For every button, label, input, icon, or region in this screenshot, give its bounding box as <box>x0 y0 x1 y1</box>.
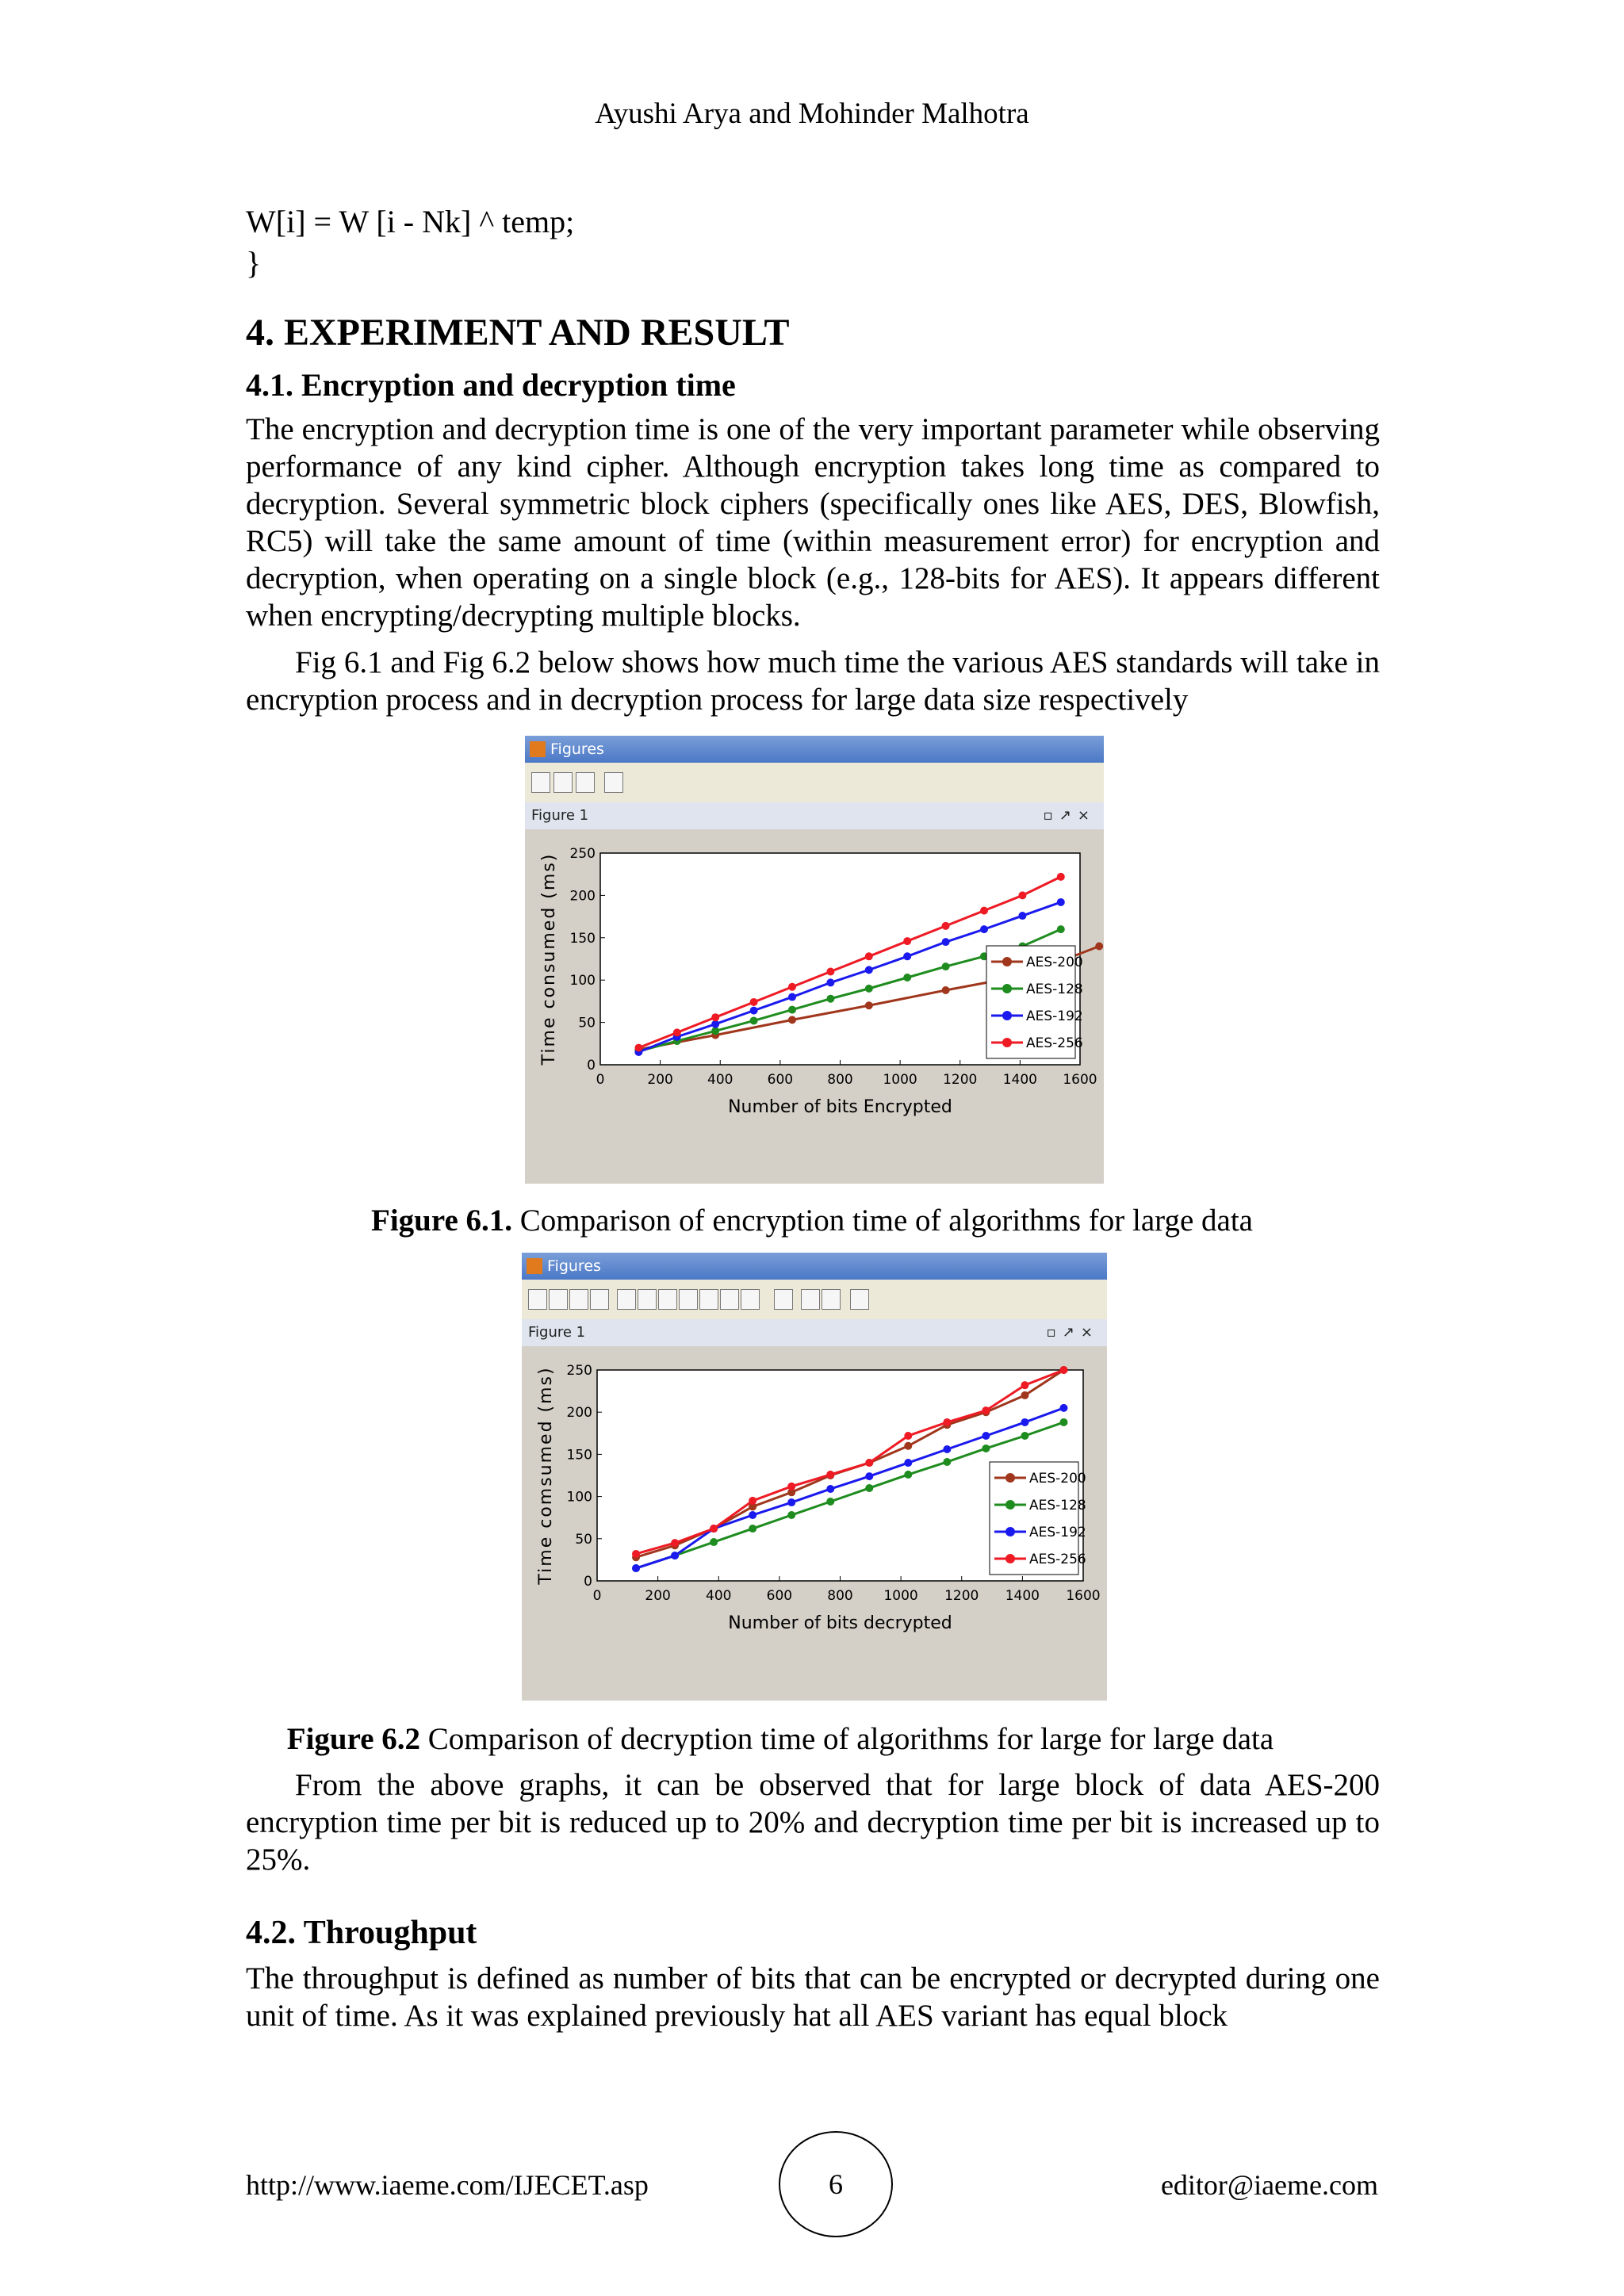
x-axis-label: Number of bits decrypted <box>728 1613 952 1633</box>
data-point <box>865 966 873 974</box>
x-tick-label: 1200 <box>944 1588 979 1604</box>
window-title: Figures <box>550 740 604 758</box>
y-tick-label: 250 <box>566 1363 592 1379</box>
legend-marker <box>1002 984 1012 993</box>
figure-tab[interactable] <box>522 1319 1107 1346</box>
rotate-icon[interactable] <box>699 1289 718 1310</box>
legend-marker <box>1002 1011 1012 1020</box>
y-tick-label: 0 <box>584 1574 592 1590</box>
code-line: } <box>246 245 262 281</box>
colorbar-icon[interactable] <box>801 1289 820 1310</box>
page-number: 6 <box>779 2131 893 2237</box>
matlab-logo-icon <box>530 741 546 757</box>
data-point <box>750 1016 758 1024</box>
data-point <box>865 952 873 960</box>
x-tick-label: 200 <box>645 1588 671 1604</box>
data-point <box>634 1044 642 1052</box>
data-point <box>943 1445 951 1453</box>
y-tick-label: 200 <box>566 1405 592 1422</box>
save-icon[interactable] <box>569 1289 588 1310</box>
legend-label: AES-256 <box>1026 1035 1083 1051</box>
data-point <box>942 986 950 994</box>
x-axis-label: Number of bits Encrypted <box>728 1097 952 1117</box>
x-tick-label: 1600 <box>1066 1588 1101 1604</box>
legend-label: AES-200 <box>1026 955 1083 970</box>
data-point <box>1059 1366 1067 1374</box>
data-point <box>788 983 796 991</box>
data-point <box>942 938 950 946</box>
data-point <box>982 1445 990 1452</box>
code-line: W[i] = W [i - Nk] ^ temp; <box>246 204 575 239</box>
x-tick-label: 1400 <box>1002 1072 1038 1088</box>
figure-caption-2 <box>0 1721 1592 1757</box>
legend-marker <box>1005 1554 1015 1563</box>
pan-icon[interactable] <box>679 1289 698 1310</box>
caption-text: Comparison of encryption time of algorithms for large data <box>512 1203 1253 1238</box>
matlab-logo-icon <box>527 1258 542 1274</box>
figure-tab-label: Figure 1 <box>531 807 589 824</box>
running-header: Ayushi Arya and Mohinder Malhotra <box>595 98 1029 130</box>
data-point <box>787 1498 795 1506</box>
data-point <box>1059 1404 1067 1412</box>
subsection-heading: 4.1. Encryption and decryption time <box>246 367 736 403</box>
data-point <box>1021 1432 1028 1440</box>
x-tick-label: 1600 <box>1063 1072 1097 1088</box>
caption-label: Figure 6.1. <box>371 1203 513 1238</box>
x-tick-label: 400 <box>706 1588 732 1604</box>
data-point <box>1095 942 1103 950</box>
figure-window-controls-icon[interactable]: ▫↗× <box>1046 1324 1099 1341</box>
data-point <box>1057 873 1065 881</box>
data-point <box>671 1539 679 1547</box>
save-icon[interactable] <box>576 772 595 793</box>
legend-label: AES-128 <box>1029 1498 1086 1513</box>
data-point <box>711 1027 719 1035</box>
data-point <box>865 1472 873 1480</box>
data-point <box>826 1485 834 1493</box>
zoom-in-icon[interactable] <box>638 1289 657 1310</box>
x-tick-label: 1000 <box>883 1072 917 1088</box>
x-tick-label: 1400 <box>1005 1588 1040 1604</box>
data-point <box>1057 898 1065 906</box>
data-point <box>1021 1418 1028 1426</box>
data-point <box>826 1498 834 1506</box>
data-point <box>788 993 796 1001</box>
y-tick-label: 100 <box>569 973 596 989</box>
x-tick-label: 0 <box>592 1588 602 1604</box>
x-tick-label: 800 <box>827 1072 853 1088</box>
open-folder-icon[interactable] <box>549 1289 568 1310</box>
data-point <box>749 1511 756 1519</box>
window-titlebar <box>525 736 1104 763</box>
legend-marker <box>1005 1527 1015 1536</box>
y-axis-label: Time consumed (ms) <box>539 852 559 1066</box>
x-tick-label: 600 <box>767 1072 794 1088</box>
x-tick-label: 0 <box>596 1072 605 1088</box>
data-point <box>826 968 834 976</box>
print-icon[interactable] <box>590 1289 609 1310</box>
figure-window-2 <box>522 1253 1107 1701</box>
figure-tab-label: Figure 1 <box>528 1324 586 1341</box>
data-point <box>826 995 834 1003</box>
caption-text: Comparison of decryption time of algorithms for large for large data <box>420 1722 1274 1756</box>
figure-caption-1 <box>0 1203 1624 1238</box>
data-point <box>749 1497 756 1505</box>
x-tick-label: 600 <box>766 1588 793 1604</box>
legend-label: AES-256 <box>1029 1552 1086 1567</box>
data-point <box>632 1564 640 1572</box>
data-point <box>788 1016 796 1024</box>
data-point <box>943 1458 951 1466</box>
panel-icon[interactable] <box>850 1289 869 1310</box>
encryption-time-chart <box>525 829 1104 1184</box>
legend-marker <box>1002 957 1012 966</box>
data-point <box>1021 1381 1028 1389</box>
new-file-icon[interactable] <box>528 1289 547 1310</box>
paragraph: The throughput is defined as number of bits that can be encrypted or decrypted during one unit of time. As it was explained previously hat all AES variant has equal block <box>246 1961 1380 2033</box>
x-tick-label: 200 <box>647 1072 673 1088</box>
data-point <box>1018 891 1026 899</box>
open-folder-icon[interactable] <box>553 772 573 793</box>
data-point <box>903 937 911 945</box>
window-title: Figures <box>547 1257 601 1275</box>
data-point <box>826 1471 834 1479</box>
data-point <box>1059 1418 1067 1426</box>
window-titlebar <box>522 1253 1107 1280</box>
y-tick-label: 250 <box>569 846 596 862</box>
legend-marker <box>1005 1500 1015 1510</box>
data-point <box>865 985 873 993</box>
data-point <box>710 1538 718 1546</box>
data-point <box>1021 1391 1028 1399</box>
x-tick-label: 800 <box>827 1588 853 1604</box>
data-point <box>980 907 988 915</box>
data-cursor-icon[interactable] <box>720 1289 739 1310</box>
caption-label: Figure 6.2 <box>286 1722 421 1756</box>
y-tick-label: 150 <box>569 930 596 947</box>
y-tick-label: 100 <box>566 1489 592 1506</box>
data-point <box>750 1007 758 1015</box>
section-heading: 4. EXPERIMENT AND RESULT <box>246 312 790 354</box>
x-tick-label: 1000 <box>883 1588 918 1604</box>
figure-window-controls-icon[interactable]: ▫↗× <box>1043 807 1096 824</box>
data-point <box>903 952 911 960</box>
figure-window-1 <box>525 736 1104 1184</box>
figure-toolbar <box>522 1280 1107 1320</box>
link-icon[interactable] <box>774 1289 793 1310</box>
x-tick-label: 400 <box>707 1072 733 1088</box>
figure-toolbar <box>525 763 1104 803</box>
subsection-heading: 4.2. Throughput <box>246 1915 477 1951</box>
data-point <box>632 1550 640 1558</box>
y-tick-label: 150 <box>566 1447 592 1464</box>
legend-icon[interactable] <box>822 1289 841 1310</box>
panel-icon[interactable] <box>604 772 623 793</box>
data-point <box>982 1432 990 1440</box>
paragraph: Fig 6.1 and Fig 6.2 below shows how much time the various AES standards will take in encryption process and in decryption process for large data size respectively <box>246 645 1380 717</box>
data-point <box>787 1511 795 1519</box>
data-point <box>865 1459 873 1467</box>
data-point <box>904 1432 912 1440</box>
legend-label: AES-192 <box>1029 1525 1086 1540</box>
y-tick-label: 200 <box>569 888 596 905</box>
data-point <box>1018 912 1026 920</box>
figure-tab[interactable] <box>525 802 1104 829</box>
data-point <box>788 1006 796 1014</box>
data-point <box>903 974 911 982</box>
data-point <box>904 1471 912 1479</box>
y-axis-label: Time comsumed (ms) <box>536 1366 556 1585</box>
data-point <box>750 998 758 1006</box>
legend-marker <box>1002 1038 1012 1047</box>
y-tick-label: 0 <box>587 1058 596 1073</box>
data-point <box>826 978 834 986</box>
legend-label: AES-128 <box>1026 982 1083 997</box>
paragraph: The encryption and decryption time is one of the very important parameter while observing performance of any kind cipher. Although encryption takes long time as compared to decryption. Several symmetric block ciphers (specifically ones like AES, DES, Blowfish, RC5) will take the same amount of time (within measurement error) for encryption and decryption, when operating on a single block (e.g., 128-bits for AES). It appears different when encrypting/decrypting multiple blocks. <box>246 412 1380 633</box>
data-point <box>1057 925 1065 933</box>
data-point <box>942 922 950 930</box>
data-point <box>710 1525 718 1533</box>
data-point <box>711 1020 719 1028</box>
legend-label: AES-200 <box>1029 1471 1086 1487</box>
legend-label: AES-192 <box>1026 1008 1083 1024</box>
pointer-icon[interactable] <box>617 1289 636 1310</box>
data-point <box>980 925 988 933</box>
data-point <box>787 1483 795 1490</box>
paragraph: From the above graphs, it can be observed that for large block of data AES-200 encryption time per bit is reduced up to 20% and decryption time per bit is increased up to 25%. <box>246 1768 1380 1877</box>
data-point <box>943 1418 951 1426</box>
brush-icon[interactable] <box>741 1289 760 1310</box>
data-point <box>865 1484 873 1492</box>
data-point <box>942 962 950 970</box>
x-tick-label: 1200 <box>943 1072 978 1088</box>
legend-marker <box>1005 1473 1015 1483</box>
data-point <box>671 1552 679 1559</box>
data-point <box>673 1028 681 1036</box>
new-file-icon[interactable] <box>531 772 550 793</box>
data-point <box>904 1459 912 1467</box>
decryption-time-chart <box>522 1346 1107 1701</box>
data-point <box>904 1442 912 1450</box>
y-tick-label: 50 <box>575 1531 592 1548</box>
data-point <box>749 1525 756 1533</box>
data-point <box>711 1013 719 1021</box>
footer-email[interactable]: editor@iaeme.com <box>1160 2169 1378 2201</box>
data-point <box>982 1406 990 1414</box>
y-tick-label: 50 <box>578 1015 596 1031</box>
footer-url[interactable]: http://www.iaeme.com/IJECET.asp <box>246 2169 649 2201</box>
zoom-out-icon[interactable] <box>658 1289 677 1310</box>
data-point <box>865 1001 873 1009</box>
